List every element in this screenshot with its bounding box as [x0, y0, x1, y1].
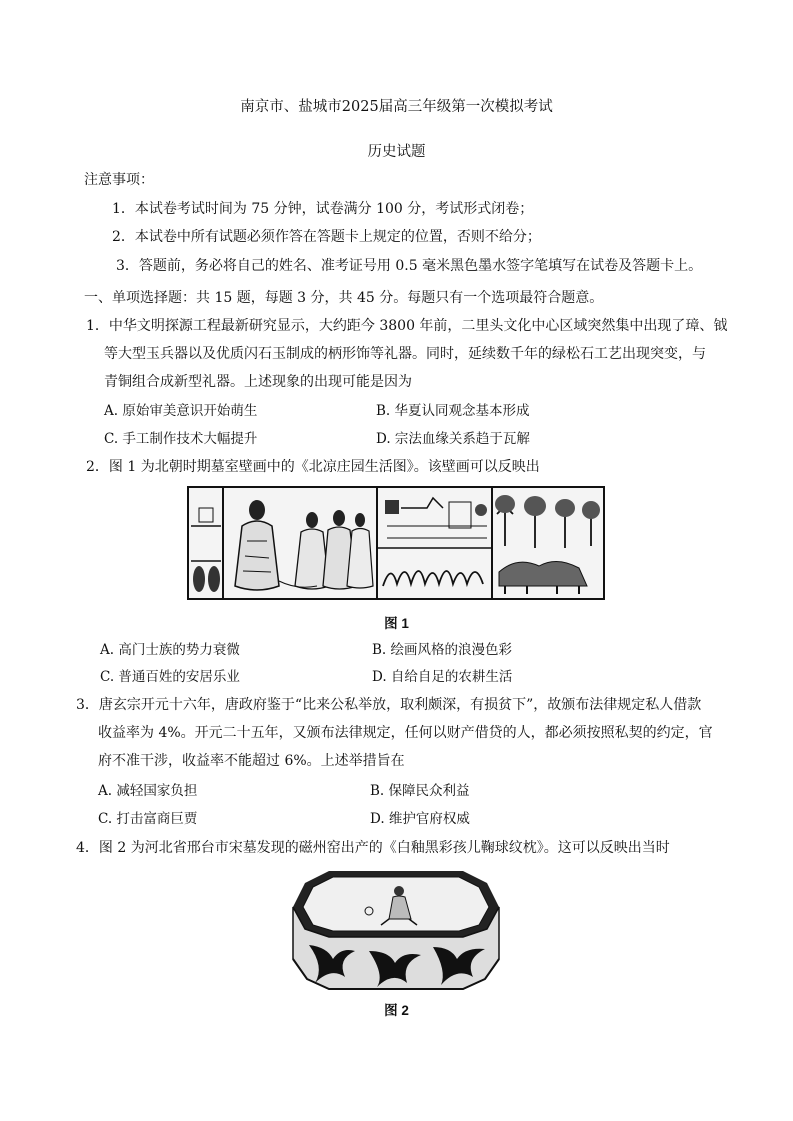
ceramic-pillow-image — [285, 867, 507, 995]
question-3-line: 府不准干涉，收益率不能超过 6%。上述举措旨在 — [98, 753, 405, 769]
question-2-line: 2．图 1 为北朝时期墓室壁画中的《北凉庄园生活图》。该壁画可以反映出 — [86, 459, 540, 475]
section-heading: 一、单项选择题：共 15 题，每题 3 分，共 45 分。每题只有一个选项最符合题意。 — [84, 290, 604, 306]
figure-1-caption: 图 1 — [384, 616, 409, 631]
question-4-line: 4．图 2 为河北省邢台市宋墓发现的磁州窑出产的《白釉黑彩孩儿鞠球纹枕》。这可以反映出当时 — [76, 840, 670, 856]
q2-option-a: A. 高门士族的势力衰微 — [100, 642, 240, 658]
figure-2-caption: 图 2 — [384, 1003, 409, 1018]
q2-option-b: B. 绘画风格的浪漫色彩 — [372, 642, 513, 658]
question-1-line: 青铜组合成新型礼器。上述现象的出现可能是因为 — [104, 374, 412, 390]
notice-item: 3．答题前，务必将自己的姓名、准考证号用 0.5 毫米黑色墨水签字笔填写在试卷及答题卡上。 — [116, 258, 703, 274]
question-3-line: 3．唐玄宗开元十六年，唐政府鉴于“比来公私举放，取利颇深，有损贫下”，故颁布法律规定私人借款 — [76, 697, 702, 713]
q2-option-c: C. 普通百姓的安居乐业 — [100, 669, 240, 685]
notice-item: 1．本试卷考试时间为 75 分钟，试卷满分 100 分，考试形式闭卷； — [112, 201, 534, 217]
q2-option-d: D. 自给自足的农耕生活 — [372, 669, 513, 685]
subject-title: 历史试题 — [367, 144, 426, 160]
question-3-line: 收益率为 4%。开元二十五年，又颁布法律规定，任何以财产借贷的人，都必须按照私契的约定，官 — [98, 725, 713, 741]
q3-option-d: D. 维护官府权威 — [370, 811, 470, 827]
q1-option-a: A. 原始审美意识开始萌生 — [104, 403, 258, 419]
q1-option-c: C. 手工制作技术大幅提升 — [104, 431, 258, 447]
notice-item: 2．本试卷中所有试题必须作答在答题卡上规定的位置，否则不给分； — [112, 229, 541, 245]
question-1-line: 1．中华文明探源工程最新研究显示，大约距今 3800 年前，二里头文化中心区域突然集中出现了璋、钺 — [86, 318, 728, 334]
q1-option-d: D. 宗法血缘关系趋于瓦解 — [376, 431, 530, 447]
q3-option-b: B. 保障民众利益 — [370, 783, 470, 799]
q1-option-b: B. 华夏认同观念基本形成 — [376, 403, 530, 419]
exam-title: 南京市、盐城市2025届高三年级第一次模拟考试 — [240, 99, 553, 115]
question-1-line: 等大型玉兵器以及优质闪石玉制成的柄形饰等礼器。同时，延续数千年的绿松石工艺出现突变，与 — [104, 346, 706, 362]
mural-figure-image — [187, 486, 605, 600]
q3-option-c: C. 打击富商巨贾 — [98, 811, 198, 827]
q3-option-a: A. 减轻国家负担 — [98, 783, 198, 799]
notice-heading: 注意事项： — [84, 172, 154, 188]
